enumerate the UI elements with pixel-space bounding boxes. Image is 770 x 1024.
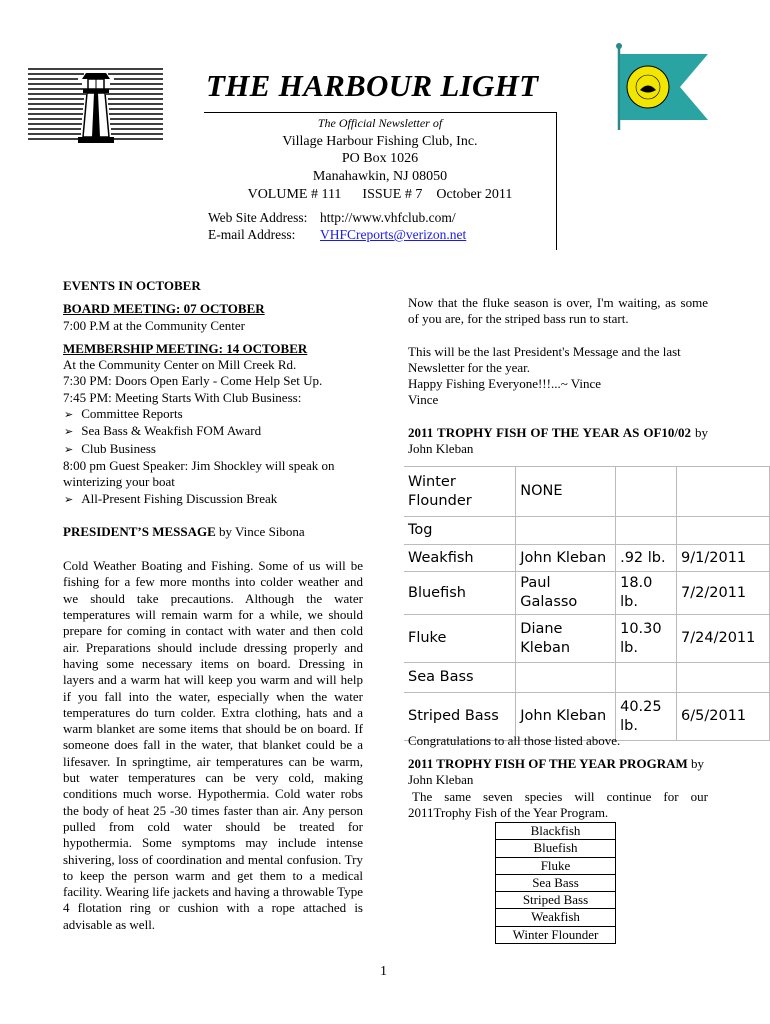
list-item: ➢ All-Present Fishing Discussion Break bbox=[63, 491, 363, 508]
list-item: Bluefish bbox=[496, 840, 616, 857]
angler-cell: John Kleban bbox=[516, 545, 616, 572]
page-number: 1 bbox=[380, 964, 387, 979]
president-paragraph: Now that the fluke season is over, I'm waiting, as some of you are, for the striped bass run to start. bbox=[408, 295, 708, 327]
club-flag-logo bbox=[610, 42, 710, 132]
date-cell: 9/1/2011 bbox=[677, 545, 770, 572]
table-row bbox=[404, 517, 770, 545]
date-cell: 7/24/2011 bbox=[677, 615, 770, 663]
trophy-byline: by John Kleban bbox=[408, 424, 709, 457]
weight-cell bbox=[616, 517, 677, 545]
species-cell: Weakfish bbox=[404, 545, 516, 572]
date-cell bbox=[677, 467, 770, 517]
membership-line: At the Community Center on Mill Creek Rd. bbox=[63, 357, 297, 373]
president-paragraph: This will be the last President's Message and the last Newsletter for the year. bbox=[408, 343, 681, 375]
table-row bbox=[404, 615, 770, 663]
city-line: Manahawkin, NJ 08050 bbox=[312, 169, 448, 184]
list-item: ➢ Committee Reports bbox=[63, 406, 363, 423]
trophy-heading: 2011 TROPHY FISH OF THE YEAR AS OF10/02 bbox=[408, 424, 692, 440]
web-address[interactable]: http://www.vhfclub.com/ bbox=[320, 210, 456, 225]
contact-block bbox=[208, 209, 466, 243]
volume: VOLUME # 111 bbox=[247, 187, 342, 202]
newsletter-subtitle: The Official Newsletter of bbox=[317, 116, 443, 130]
species-cell: Bluefish bbox=[404, 572, 516, 615]
species-cell: Winter Flounder bbox=[404, 467, 516, 517]
program-byline: by John Kleban bbox=[408, 756, 705, 788]
newsletter-title: THE HARBOUR LIGHT bbox=[206, 68, 539, 103]
board-meeting-line: 7:00 P.M at the Community Center bbox=[63, 317, 245, 333]
species-cell: Fluke bbox=[404, 615, 516, 663]
weight-cell bbox=[616, 467, 677, 517]
date-cell bbox=[677, 517, 770, 545]
weight-cell: 18.0 lb. bbox=[616, 572, 677, 615]
date-cell: 7/2/2011 bbox=[677, 572, 770, 615]
trophy-heading-line bbox=[408, 425, 708, 458]
president-paragraph: Happy Fishing Everyone!!!...~ Vince bbox=[408, 376, 602, 392]
list-item: Blackfish bbox=[496, 823, 616, 840]
president-byline: by Vince Sibona bbox=[215, 523, 305, 539]
events-heading: EVENTS IN OCTOBER bbox=[63, 278, 201, 293]
table-row bbox=[404, 545, 770, 572]
agenda-list-2 bbox=[63, 491, 363, 508]
list-item: Fluke bbox=[496, 857, 616, 874]
membership-line: 7:30 PM: Doors Open Early - Come Help Set Up. bbox=[63, 373, 323, 389]
list-item: Sea Bass bbox=[496, 874, 616, 891]
table-row bbox=[404, 467, 770, 517]
president-heading-line bbox=[63, 524, 363, 540]
issue-date: October 2011 bbox=[436, 187, 513, 202]
web-label: Web Site Address: bbox=[208, 210, 308, 225]
weight-cell: .92 lb. bbox=[616, 545, 677, 572]
species-list bbox=[495, 822, 616, 944]
angler-cell: Paul Galasso bbox=[516, 572, 616, 615]
list-item: ➢ Club Business bbox=[63, 441, 363, 458]
president-heading: PRESIDENT’S MESSAGE bbox=[63, 523, 216, 539]
volume-line bbox=[204, 186, 556, 203]
angler-cell: John Kleban bbox=[516, 693, 616, 741]
program-text: The same seven species will continue for our 2011Trophy Fish of the Year Program. bbox=[408, 788, 708, 820]
table-row bbox=[404, 572, 770, 615]
angler-cell: Diane Kleban bbox=[516, 615, 616, 663]
program-section bbox=[408, 756, 708, 821]
angler-cell bbox=[516, 663, 616, 693]
trophy-congrats: Congratulations to all those listed above. bbox=[408, 733, 621, 748]
date-cell bbox=[677, 663, 770, 693]
species-cell: Tog bbox=[404, 517, 516, 545]
program-heading: 2011 TROPHY FISH OF THE YEAR PROGRAM bbox=[408, 756, 688, 771]
trophy-table bbox=[404, 466, 770, 741]
president-continued bbox=[408, 295, 708, 457]
events-section bbox=[63, 278, 363, 933]
issue: ISSUE # 7 bbox=[362, 187, 423, 202]
date-cell: 6/5/2011 bbox=[677, 693, 770, 741]
species-cell: Sea Bass bbox=[404, 663, 516, 693]
table-row bbox=[404, 663, 770, 693]
list-item: Winter Flounder bbox=[496, 926, 616, 943]
angler-cell bbox=[516, 517, 616, 545]
president-message-body: Cold Weather Boating and Fishing. Some of us will be fishing for a few more months into colder weather and we should take precautions. Although the water temperatures will remain warm for a while, we should prepare for coming in contact with water and then cold air. Preparations should include dressing properly and having some necessary items on board. Dressing in layers and a warm hat will keep you warm and will help if you fall into the water, especially when the water temperatures do turn colder. Extra clothing, hats and a warm blanket are some items that should be on board. If someone does fall in the water, that blanket could be a lifesaver. In springtime, air temperatures can be warm, but water temperatures can be very cold, making conditions much worse. Hypothermia. Cold water robs the body of heat 25 -30 times faster than air. Any person pulled from cold water should be treated for hypothermia. Some symptoms may include intense shivering, loss of coordination and mental confusion. Try to keep the person warm and get them to a medical facility. Wearing life jackets and having a throwable Type 4 flotation ring or cushion with a rope attached is advisable as well. bbox=[63, 558, 363, 932]
weight-cell: 10.30 lb. bbox=[616, 615, 677, 663]
email-link[interactable]: VHFCreports@verizon.net bbox=[320, 227, 467, 242]
email-label: E-mail Address: bbox=[208, 227, 296, 242]
board-meeting-heading: BOARD MEETING: 07 OCTOBER bbox=[63, 301, 265, 317]
membership-line: 7:45 PM: Meeting Starts With Club Business: bbox=[63, 389, 302, 405]
list-item: Weakfish bbox=[496, 909, 616, 926]
po-box: PO Box 1026 bbox=[341, 151, 419, 166]
guest-speaker-line: 8:00 pm Guest Speaker: Jim Shockley will speak on winterizing your boat bbox=[63, 457, 335, 490]
lighthouse-logo bbox=[28, 65, 163, 153]
species-cell: Striped Bass bbox=[404, 693, 516, 741]
weight-cell: 40.25 lb. bbox=[616, 693, 677, 741]
agenda-list bbox=[63, 406, 363, 458]
list-item: ➢ Sea Bass & Weakfish FOM Award bbox=[63, 423, 363, 440]
list-item: Striped Bass bbox=[496, 892, 616, 909]
weight-cell bbox=[616, 663, 677, 693]
program-heading-line bbox=[408, 756, 708, 789]
club-name: Village Harbour Fishing Club, Inc. bbox=[282, 134, 478, 149]
membership-meeting-heading: MEMBERSHIP MEETING: 14 OCTOBER bbox=[63, 340, 308, 356]
angler-cell: NONE bbox=[516, 467, 616, 517]
president-signature: Vince bbox=[408, 392, 439, 408]
